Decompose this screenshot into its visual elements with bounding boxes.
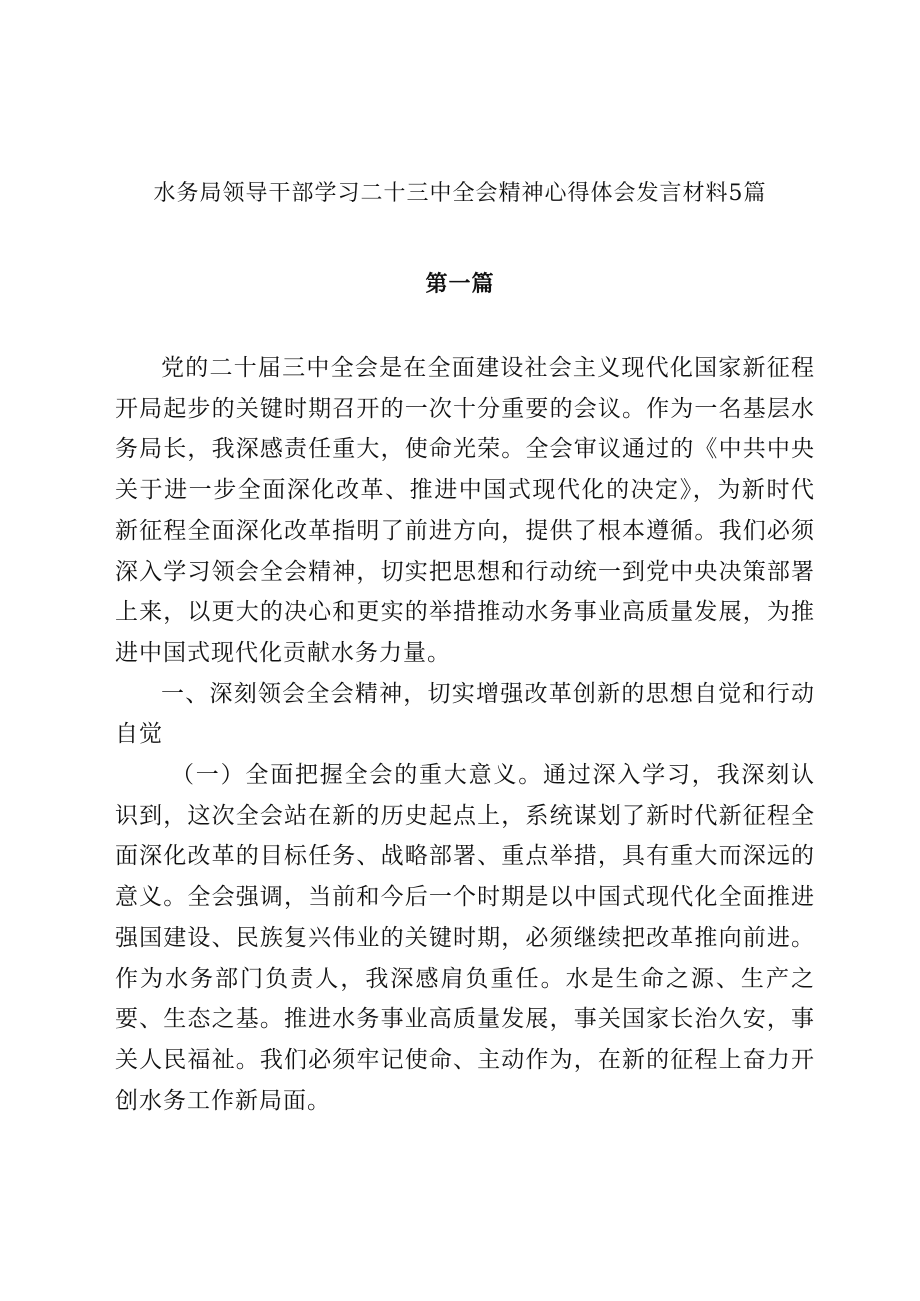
- paragraph-subsection-1: （一）全面把握全会的重大意义。通过深入学习，我深刻认识到，这次全会站在新的历史起点上，系统谋划了新时代新征程全面深化改革的目标任务、战略部署、重点举措，具有重大而深远的意义。全会强调，当前和今后一个时期是以中国式现代化全面推进强国建设、民族复兴伟业的关键时期，必须继续把改革推向前进。作为水务部门负责人，我深感肩负重任。水是生命之源、生产之要、生态之基。推进水务事业高质量发展，事关国家长治久安，事关人民福祉。我们必须牢记使命、主动作为，在新的征程上奋力开创水务工作新局面。: [115, 762, 815, 1114]
- document-body: [115, 348, 815, 1121]
- section-heading: 第一篇: [425, 271, 495, 297]
- paragraph-intro: 党的二十届三中全会是在全面建设社会主义现代化国家新征程开局起步的关键时期召开的一次十分重要的会议。作为一名基层水务局长，我深感责任重大，使命光荣。全会审议通过的《中共中央关于进一步全面深化改革、推进中国式现代化的决定》，为新时代新征程全面深化改革指明了前进方向，提供了根本遵循。我们必须深入学习领会全会精神，切实把思想和行动统一到党中央决策部署上来，以更大的决心和更实的举措推动水务事业高质量发展，为推进中国式现代化贡献水务力量。: [115, 355, 815, 666]
- paragraph-heading-1: 一、深刻领会全会精神，切实增强改革创新的思想自觉和行动自觉: [115, 680, 815, 748]
- document-title: 水务局领导干部学习二十三中全会精神心得体会发言材料5篇: [153, 181, 767, 206]
